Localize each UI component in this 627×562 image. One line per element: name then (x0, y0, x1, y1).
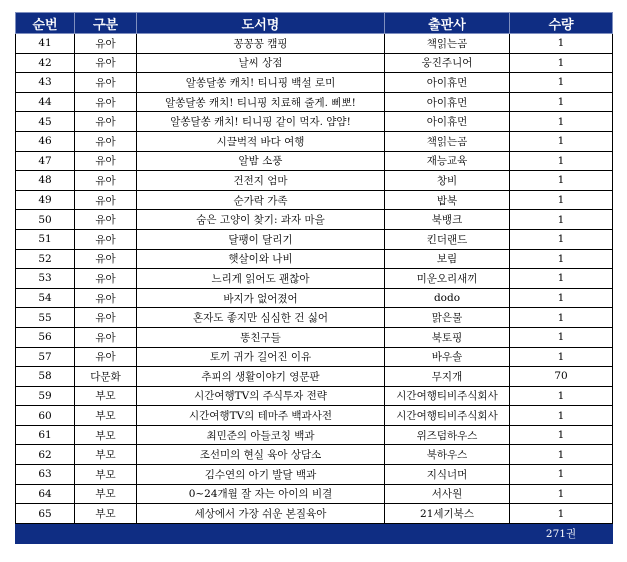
cell-title: 똥친구들 (137, 327, 385, 347)
header-title: 도서명 (137, 13, 385, 34)
cell-title: 날씨 상점 (137, 53, 385, 73)
cell-number: 43 (16, 73, 75, 93)
table-footer (16, 523, 613, 543)
cell-publisher: 아이휴먼 (385, 92, 510, 112)
cell-category: 부모 (75, 445, 137, 465)
cell-number: 55 (16, 308, 75, 328)
cell-quantity: 1 (510, 92, 613, 112)
cell-number: 58 (16, 367, 75, 387)
cell-title: 바지가 없어졌어 (137, 288, 385, 308)
table-row (16, 484, 613, 504)
header-number: 순번 (16, 13, 75, 34)
cell-quantity: 1 (510, 53, 613, 73)
cell-category: 유아 (75, 131, 137, 151)
cell-quantity: 1 (510, 112, 613, 132)
table-row (16, 347, 613, 367)
table-header (16, 13, 613, 34)
cell-title: 알밤 소풍 (137, 151, 385, 171)
table-row (16, 445, 613, 465)
cell-category: 유아 (75, 53, 137, 73)
cell-number: 44 (16, 92, 75, 112)
table-row (16, 504, 613, 524)
cell-quantity: 1 (510, 504, 613, 524)
table-row (16, 151, 613, 171)
table-row (16, 425, 613, 445)
cell-publisher: 킨더랜드 (385, 229, 510, 249)
cell-title: 느리게 읽어도 괜찮아 (137, 269, 385, 289)
cell-category: 유아 (75, 249, 137, 269)
cell-category: 유아 (75, 347, 137, 367)
cell-quantity: 1 (510, 34, 613, 54)
cell-quantity: 1 (510, 327, 613, 347)
cell-publisher: 창비 (385, 171, 510, 191)
total-quantity: 271권 (510, 523, 613, 543)
cell-title: 시끌벅적 바다 여행 (137, 131, 385, 151)
cell-quantity: 1 (510, 210, 613, 230)
cell-number: 56 (16, 327, 75, 347)
cell-number: 65 (16, 504, 75, 524)
header-row (16, 13, 613, 34)
header-category: 구분 (75, 13, 137, 34)
cell-category: 부모 (75, 386, 137, 406)
table-row (16, 171, 613, 191)
cell-title: 추피의 생활이야기 영문판 (137, 367, 385, 387)
table-row (16, 73, 613, 93)
cell-title: 건전지 엄마 (137, 171, 385, 191)
cell-category: 유아 (75, 229, 137, 249)
cell-category: 부모 (75, 484, 137, 504)
table-row (16, 34, 613, 54)
cell-title: 햇살이와 나비 (137, 249, 385, 269)
cell-category: 유아 (75, 151, 137, 171)
cell-publisher: 시간여행티비주식회사 (385, 406, 510, 426)
cell-number: 59 (16, 386, 75, 406)
cell-publisher: dodo (385, 288, 510, 308)
cell-quantity: 1 (510, 229, 613, 249)
cell-number: 64 (16, 484, 75, 504)
cell-publisher: 책읽는곰 (385, 34, 510, 54)
cell-quantity: 1 (510, 131, 613, 151)
table-row (16, 210, 613, 230)
cell-category: 유아 (75, 171, 137, 191)
cell-number: 45 (16, 112, 75, 132)
cell-quantity: 70 (510, 367, 613, 387)
cell-quantity: 1 (510, 249, 613, 269)
cell-quantity: 1 (510, 425, 613, 445)
cell-quantity: 1 (510, 386, 613, 406)
cell-publisher: 서사원 (385, 484, 510, 504)
cell-quantity: 1 (510, 445, 613, 465)
cell-title: 0~24개월 잘 자는 아이의 비결 (137, 484, 385, 504)
cell-number: 52 (16, 249, 75, 269)
cell-number: 60 (16, 406, 75, 426)
cell-quantity: 1 (510, 465, 613, 485)
cell-number: 47 (16, 151, 75, 171)
table-row (16, 406, 613, 426)
cell-quantity: 1 (510, 269, 613, 289)
cell-title: 알쏭달쏭 캐치! 티니핑 치료해 줄게. 삐뽀! (137, 92, 385, 112)
table-row (16, 288, 613, 308)
cell-publisher: 미운오리새끼 (385, 269, 510, 289)
cell-title: 토끼 귀가 길어진 이유 (137, 347, 385, 367)
cell-title: 알쏭달쏭 캐치! 티니핑 같이 먹자. 얌얌! (137, 112, 385, 132)
cell-publisher: 북하우스 (385, 445, 510, 465)
cell-number: 61 (16, 425, 75, 445)
cell-quantity: 1 (510, 288, 613, 308)
cell-quantity: 1 (510, 171, 613, 191)
cell-category: 유아 (75, 288, 137, 308)
cell-title: 순가락 가족 (137, 190, 385, 210)
cell-category: 유아 (75, 112, 137, 132)
cell-quantity: 1 (510, 151, 613, 171)
table-row (16, 465, 613, 485)
book-list-table (15, 12, 613, 544)
total-row (16, 523, 613, 543)
cell-quantity: 1 (510, 73, 613, 93)
cell-title: 김수연의 아기 발달 백과 (137, 465, 385, 485)
table-row (16, 386, 613, 406)
cell-publisher: 책읽는곰 (385, 131, 510, 151)
cell-category: 유아 (75, 327, 137, 347)
table-row (16, 131, 613, 151)
table-row (16, 327, 613, 347)
table-row (16, 92, 613, 112)
table-row (16, 367, 613, 387)
cell-number: 42 (16, 53, 75, 73)
cell-publisher: 위즈덤하우스 (385, 425, 510, 445)
cell-category: 부모 (75, 406, 137, 426)
cell-number: 46 (16, 131, 75, 151)
cell-publisher: 웅진주니어 (385, 53, 510, 73)
cell-title: 조선미의 현실 육아 상담소 (137, 445, 385, 465)
cell-title: 숨은 고양이 찾기: 과자 마을 (137, 210, 385, 230)
cell-number: 50 (16, 210, 75, 230)
cell-quantity: 1 (510, 347, 613, 367)
cell-publisher: 시간여행티비주식회사 (385, 386, 510, 406)
cell-publisher: 아이휴먼 (385, 73, 510, 93)
table-row (16, 53, 613, 73)
cell-number: 51 (16, 229, 75, 249)
table-row (16, 229, 613, 249)
cell-publisher: 아이휴먼 (385, 112, 510, 132)
cell-publisher: 무지개 (385, 367, 510, 387)
header-quantity: 수량 (510, 13, 613, 34)
cell-publisher: 밥북 (385, 190, 510, 210)
cell-title: 시간여행TV의 주식투자 전략 (137, 386, 385, 406)
cell-category: 다문화 (75, 367, 137, 387)
cell-title: 알쏭달쏭 캐치! 티니핑 백설 로미 (137, 73, 385, 93)
total-spacer (16, 523, 510, 543)
cell-category: 유아 (75, 73, 137, 93)
cell-publisher: 북뱅크 (385, 210, 510, 230)
cell-title: 꽁꽁꽁 캠핑 (137, 34, 385, 54)
cell-publisher: 맑은물 (385, 308, 510, 328)
table-row (16, 112, 613, 132)
cell-number: 57 (16, 347, 75, 367)
cell-title: 달팽이 달리기 (137, 229, 385, 249)
cell-category: 유아 (75, 190, 137, 210)
cell-category: 유아 (75, 308, 137, 328)
cell-publisher: 재능교육 (385, 151, 510, 171)
cell-title: 최민준의 아들코칭 백과 (137, 425, 385, 445)
cell-title: 시간여행TV의 테마주 백과사전 (137, 406, 385, 426)
cell-publisher: 보림 (385, 249, 510, 269)
cell-number: 54 (16, 288, 75, 308)
cell-number: 63 (16, 465, 75, 485)
table-row (16, 249, 613, 269)
cell-category: 부모 (75, 465, 137, 485)
cell-publisher: 21세기북스 (385, 504, 510, 524)
table-row (16, 269, 613, 289)
cell-category: 유아 (75, 92, 137, 112)
cell-category: 유아 (75, 269, 137, 289)
cell-category: 부모 (75, 425, 137, 445)
table-row (16, 308, 613, 328)
cell-number: 53 (16, 269, 75, 289)
table-row (16, 190, 613, 210)
cell-category: 유아 (75, 210, 137, 230)
cell-category: 부모 (75, 504, 137, 524)
cell-quantity: 1 (510, 190, 613, 210)
cell-quantity: 1 (510, 484, 613, 504)
cell-number: 48 (16, 171, 75, 191)
header-publisher: 출판사 (385, 13, 510, 34)
cell-title: 혼자도 좋지만 심심한 건 싫어 (137, 308, 385, 328)
cell-publisher: 북토핑 (385, 327, 510, 347)
cell-quantity: 1 (510, 308, 613, 328)
cell-category: 유아 (75, 34, 137, 54)
cell-number: 49 (16, 190, 75, 210)
table-body (16, 34, 613, 524)
cell-number: 41 (16, 34, 75, 54)
cell-publisher: 지식너머 (385, 465, 510, 485)
cell-publisher: 바우솔 (385, 347, 510, 367)
cell-quantity: 1 (510, 406, 613, 426)
cell-number: 62 (16, 445, 75, 465)
cell-title: 세상에서 가장 쉬운 본질육아 (137, 504, 385, 524)
